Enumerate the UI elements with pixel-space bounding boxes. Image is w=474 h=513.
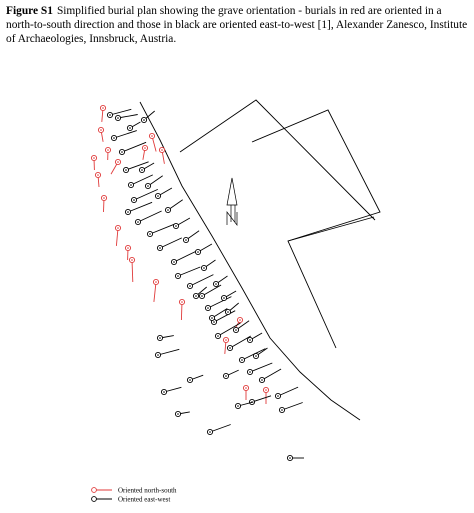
burial-east-west [127,122,140,131]
burial-east-west [187,375,203,382]
burial-east-west-center-dot [177,413,179,415]
burial-east-west-center-dot [207,307,209,309]
burial-east-west-center-dot [175,225,177,227]
burial-east-west-center-dot [201,295,203,297]
burial-east-west-center-dot [225,375,227,377]
burial-east-west [125,202,152,214]
burial-east-west-line [128,202,152,212]
burial-east-west-center-dot [109,114,111,116]
burial-east-west [131,189,157,202]
burial-east-west-center-dot [113,137,115,139]
burial-north-south [223,337,228,354]
burial-north-south [115,225,120,246]
burial-east-west-center-dot [173,261,175,263]
burial-north-south [125,245,130,260]
burial-east-west-center-dot [261,379,263,381]
burial-east-west [195,244,212,255]
burial-north-south [153,279,158,302]
burial-east-west [115,115,137,121]
burial-north-south-center-dot [239,319,241,321]
burial-east-west-line [282,403,303,411]
burial-east-west-center-dot [189,285,191,287]
burial-east-west [209,309,227,321]
burial-east-west-line [202,285,221,296]
burial-east-west [227,336,250,351]
burial-east-west-center-dot [223,297,225,299]
burial-east-west-center-dot [143,119,145,121]
building-outline-upper [180,100,375,220]
burial-east-west [279,403,302,413]
burial-north-south-center-dot [161,149,163,151]
burial-north-south-center-dot [117,161,119,163]
burial-east-west [249,396,271,405]
burial-east-west-line [214,311,235,322]
burial-east-west-line [138,211,162,222]
legend-item-north-south [92,487,177,495]
burial-east-west-line [174,251,197,262]
burial-north-south-center-dot [117,227,119,229]
burial-north-south-center-dot [102,107,104,109]
burial-north-south-center-dot [144,147,146,149]
burial-east-west-center-dot [289,457,291,459]
burial-north-south [129,257,134,282]
burial-east-west [171,251,197,265]
burial-east-west [183,231,199,243]
burial-east-west-center-dot [213,321,215,323]
burial-north-south-center-dot [97,174,99,176]
burial-east-west-center-dot [137,221,139,223]
burial-east-west-center-dot [157,354,159,356]
burial-north-south [263,387,268,404]
burial-east-west-center-dot [203,267,205,269]
burial-north-south [111,159,121,174]
burial-east-west-center-dot [249,339,251,341]
burial-east-west [199,285,221,299]
burial-east-west-center-dot [227,311,229,313]
burial-north-south [105,147,110,160]
burial-east-west [247,333,262,343]
burial-east-west-center-dot [129,127,131,129]
burial-north-south-line [132,260,133,282]
burial-east-west [201,260,215,271]
burial-east-west-line [190,275,213,286]
burial-east-west [187,275,213,289]
burial-east-west-center-dot [215,283,217,285]
burial-east-west-center-dot [167,209,169,211]
burial-north-south [98,127,103,141]
burial-east-west-center-dot [127,211,129,213]
burial-east-west-line [278,387,298,396]
legend-item-east-west [92,496,171,504]
legend-black-marker-icon [92,497,97,502]
burial-east-west [175,411,189,416]
burial-east-west-line [208,297,231,308]
burial-north-south-center-dot [265,389,267,391]
burial-east-west [161,387,181,394]
north-arrow-icon [227,178,237,225]
burial-east-west-center-dot [185,239,187,241]
burial-east-west [221,291,236,301]
burial-east-west [175,267,200,279]
burial-east-west [235,402,253,409]
burial-east-west-center-dot [217,335,219,337]
burial-east-west-center-dot [141,169,143,171]
burial-north-south [101,195,106,212]
burial-east-west [111,131,136,141]
burial-east-west-line [230,336,251,348]
burial-east-west-line [150,224,174,234]
burial-east-west [259,369,281,383]
burial-east-west [135,211,161,225]
burial-east-west-line [158,349,179,355]
burial-east-west-center-dot [195,295,197,297]
burial-north-south [179,299,184,320]
burial-east-west-center-dot [133,199,135,201]
burial-east-west [247,363,272,375]
caption-label: Figure S1 [6,5,53,17]
building-outline-middle [252,110,380,348]
burial-east-west [253,348,267,359]
burial-north-south-center-dot [107,149,109,151]
burial-east-west [147,224,174,236]
burial-east-west-line [134,189,158,200]
burial-north-south [159,147,164,163]
burial-east-west-line [210,425,231,433]
burial-east-west-center-dot [241,359,243,361]
burial-north-south-center-dot [100,129,102,131]
burial-east-west-center-dot [149,233,151,235]
burial-north-south-center-dot [131,259,133,261]
burial-east-west-center-dot [121,151,123,153]
burial-east-west [141,111,154,123]
burial-north-south-center-dot [127,247,129,249]
burial-east-west [239,349,265,363]
burial-east-west-center-dot [209,431,211,433]
burial-north-south [149,133,156,151]
burial-east-west-center-dot [157,195,159,197]
burial-east-west-center-dot [249,371,251,373]
north-arrow-letter-shape [227,212,237,225]
burial-east-west-center-dot [235,329,237,331]
burial-north-south [243,385,248,400]
burial-east-west [165,200,182,213]
burial-north-south-center-dot [103,197,105,199]
burial-east-west [173,218,190,229]
burial-east-west-center-dot [159,247,161,249]
building-outline-lower [288,217,374,241]
burial-east-west-line [262,369,281,380]
burial-east-west-center-dot [159,337,161,339]
burial-north-south-center-dot [151,135,153,137]
burial-east-west-center-dot [130,184,132,186]
burial-east-west-line [126,162,149,170]
burial-east-west-center-dot [117,117,119,119]
burial-east-west-center-dot [197,251,199,253]
burial-east-west-center-dot [177,275,179,277]
burial-east-west-center-dot [189,379,191,381]
burial-north-south [100,105,105,122]
burial-east-west [145,176,162,189]
burial-east-west-line [110,109,131,115]
burial-north-south-center-dot [181,301,183,303]
burial-east-west-center-dot [277,395,279,397]
burial-east-west-center-dot [163,391,165,393]
burial-east-west [207,425,230,435]
burial-east-west [157,335,173,340]
burial-east-west-center-dot [229,347,231,349]
burial-east-west-center-dot [125,169,127,171]
burial-north-south [142,145,147,159]
burial-north-south [95,172,100,187]
burial-east-west-center-dot [147,185,149,187]
burial-east-west-line [250,363,272,372]
burial-east-west-center-dot [281,409,283,411]
legend-label-east-west: Oriented east-west [118,495,171,504]
burial-north-south [91,155,96,170]
burial-east-west [155,349,179,357]
burial-east-west [275,387,298,399]
burial-east-west [287,455,304,460]
burial-north-south-center-dot [155,281,157,283]
burial-east-west [223,370,238,379]
burial-east-west-line [114,131,137,138]
burial-north-south-center-dot [225,339,227,341]
burials-east-west [107,109,304,460]
burial-east-west-center-dot [211,317,213,319]
legend [92,487,177,504]
burial-east-west [157,238,181,251]
burial-east-west-center-dot [237,405,239,407]
burial-north-south-center-dot [93,157,95,159]
north-arrow-head [227,178,237,205]
burial-east-west-line [160,238,182,248]
legend-label-north-south: Oriented north-south [118,486,177,495]
burial-east-west [205,297,231,311]
burial-east-west-center-dot [255,355,257,357]
legend-red-marker-icon [92,488,97,493]
burial-north-south-center-dot [245,387,247,389]
caption-text: Simplified burial plan showing the grave orientation - burials in red are oriented in a north-to-south direction and those in black are oriented east-to-west [1], Alexander Zanesco, Institute of Archaeologies, Innsbruck, Austria. [6,5,468,45]
burial-east-west-line [178,267,200,276]
